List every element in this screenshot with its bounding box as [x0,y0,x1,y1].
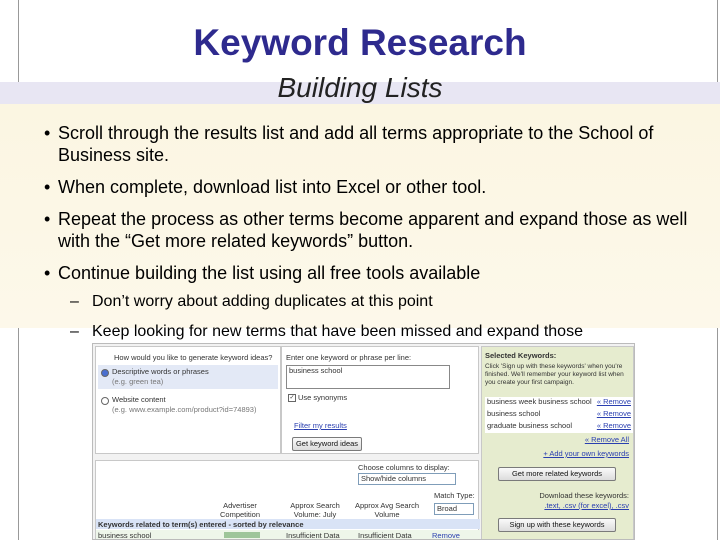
selected-keyword-row [485,397,633,409]
columns-label: Choose columns to display: [358,463,450,472]
row-remove-link[interactable]: Remove [432,531,460,540]
bullet-list [44,122,694,352]
selected-keywords-pane [481,346,634,540]
option-website-hint: (e.g. www.example.com/product?id=74893) [112,405,257,414]
col-advertiser-competition: Advertiser Competition [219,501,261,519]
columns-select[interactable]: Show/hide columns [358,473,456,485]
selected-keyword-list [485,397,633,433]
row-keyword: business school [98,531,152,540]
sub-bullet-item: – Keep looking for new terms that have been missed and expand those [44,322,694,342]
slide-subtitle: Building Lists [277,72,443,103]
option-website-label: Website content [112,395,166,404]
add-own-keywords-link[interactable]: + Add your own keywords [543,449,629,458]
col-local-volume: Approx Search Volume: July [290,501,340,519]
selected-keyword-term: business school [487,409,541,418]
option-descriptive-hint: (e.g. green tea) [112,377,164,386]
remove-keyword-link[interactable]: « Remove [596,421,631,430]
idea-source-question: How would you like to generate keyword ideas? [114,353,273,362]
col-avg-volume: Approx Avg Search Volume [354,501,420,519]
remove-keyword-link[interactable]: « Remove [596,409,631,418]
get-more-related-button[interactable]: Get more related keywords [498,467,616,481]
keyword-textarea[interactable]: business school [286,365,450,389]
selected-keyword-row [485,421,633,433]
table-row [96,530,480,540]
row-local-volume: Insufficient Data [286,531,340,540]
bullet-item: • When complete, download list into Excel or other tool. [44,176,694,198]
sub-bullet-item: – Don’t worry about adding duplicates at this point [44,292,694,312]
selected-keyword-term: graduate business school [487,421,573,430]
get-keyword-ideas-button[interactable]: Get keyword ideas [292,437,362,451]
results-pane [95,460,479,540]
match-type-label: Match Type: [434,491,475,500]
option-descriptive-label: Descriptive words or phrases [112,367,209,376]
download-links[interactable]: .text, .csv (for excel), .csv [544,501,629,510]
selected-keyword-row [485,409,633,421]
row-avg-volume: Insufficient Data [358,531,412,540]
sign-up-button[interactable]: Sign up with these keywords [498,518,616,532]
download-label: Download these keywords: [539,491,629,500]
keywords-related-heading: Keywords related to term(s) entered - sorted by relevance [98,520,304,529]
remove-keyword-link[interactable]: « Remove [596,397,631,406]
selected-keywords-desc: Click 'Sign up with these keywords' when you're finished. We'll remember your keyword list when you create your first campaign. [485,363,624,386]
radio-website[interactable] [101,397,109,405]
selected-keyword-term: business week business school [487,397,592,406]
enter-keywords-label: Enter one keyword or phrase per line: [286,353,412,362]
selected-keywords-title: Selected Keywords: [485,351,557,360]
bullet-item: • Scroll through the results list and add all terms appropriate to the School of Business site. [44,122,694,166]
slide-title: Keyword Research [193,22,527,63]
idea-source-pane [95,346,281,454]
radio-descriptive[interactable] [101,369,109,377]
results-header-bar [96,519,480,529]
bullet-item: • Continue building the list using all free tools available [44,262,694,284]
use-synonyms-checkbox[interactable]: ✓ [289,395,295,401]
keyword-tool-screenshot [92,343,635,540]
keyword-entry-pane [281,346,479,454]
bullet-item: • Repeat the process as other terms become apparent and expand those as well with the “Get more related keywords” button. [44,208,694,252]
match-type-select[interactable]: Broad [434,503,474,515]
competition-bar [224,532,260,538]
use-synonyms-label: Use synonyms [298,393,348,402]
remove-all-link[interactable]: « Remove All [584,435,629,444]
filter-results-link[interactable]: Filter my results [294,421,347,430]
option-descriptive-row[interactable] [98,365,278,389]
